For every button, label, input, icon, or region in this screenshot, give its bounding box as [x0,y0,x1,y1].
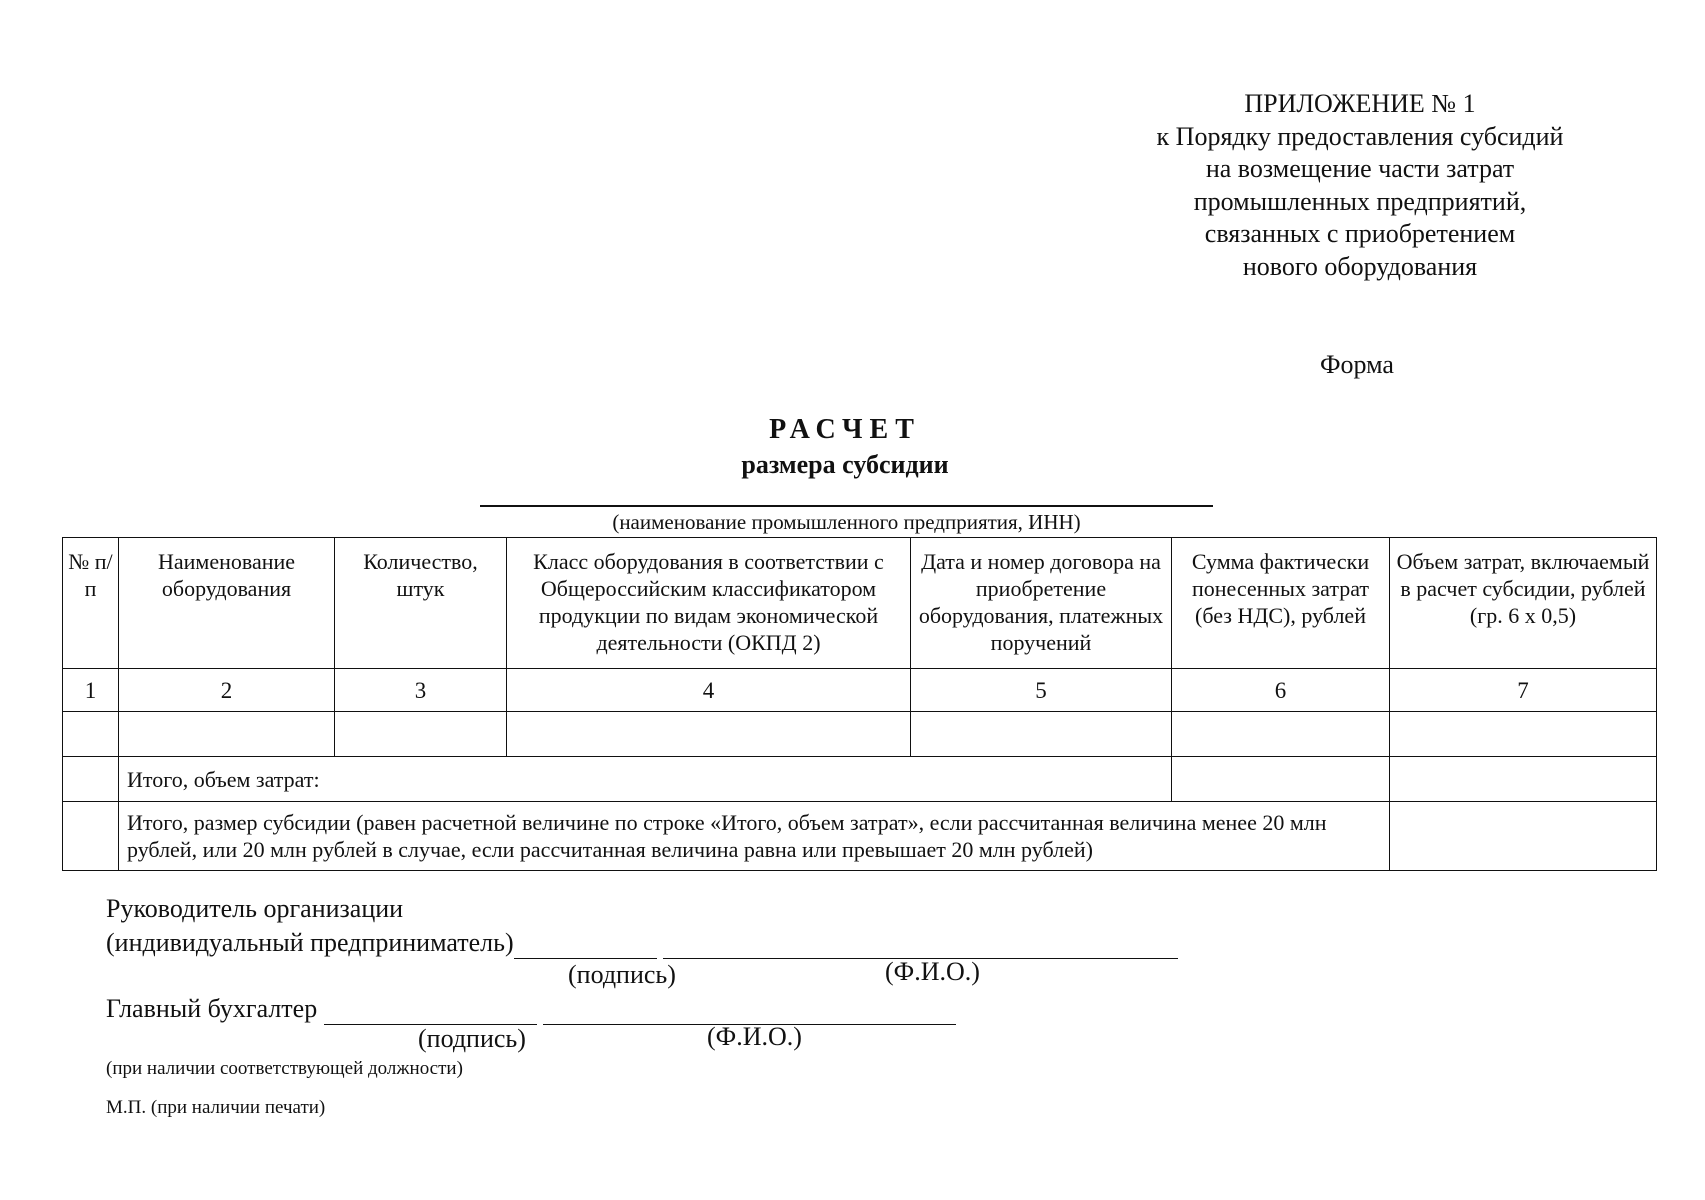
accountant-name-caption: (Ф.И.О.) [707,1022,802,1051]
appendix-line: связанных с приобретением [1204,219,1516,248]
head-name-field[interactable] [663,928,1178,959]
appendix-line: к Порядку предоставления субсидий [1156,121,1564,151]
subsidy-total-row [63,802,1657,871]
column-number: 6 [1172,669,1390,712]
header-cell-contract: Дата и номер договора на приобретение оборудования, платежных поручений [911,538,1172,669]
accountant-signature-field[interactable] [324,994,537,1025]
column-number: 3 [335,669,507,712]
accountant-label: Главный бухгалтер [106,994,318,1023]
total-costs-label: Итого, объем затрат: [119,757,1172,802]
table-cell[interactable] [335,712,507,757]
column-number: 5 [911,669,1172,712]
appendix-line: ПРИЛОЖЕНИЕ № 1 [1244,89,1476,118]
accountant-note: (при наличии соответствующей должности) [106,1058,463,1079]
head-title-line1: Руководитель организации [106,894,404,923]
table-cell[interactable] [1390,712,1657,757]
total-actual-costs-cell[interactable] [1172,757,1390,802]
appendix-header [1080,88,1640,283]
table-cell[interactable] [119,712,335,757]
table-row [63,712,1657,757]
company-name-caption: (наименование промышленного предприятия, ИНН) [612,510,1081,534]
header-cell-actual-costs: Сумма фактически понесенных затрат (без НДС), рублей [1172,538,1390,669]
table-cell[interactable] [1172,712,1390,757]
accountant-name-field[interactable] [543,994,956,1025]
header-cell-equipment-class: Класс оборудования в соответствии с Общероссийским классификатором продукции по видам экономической деятельности (ОКПД 2) [507,538,911,669]
document-subtitle: размера субсидии [741,450,949,479]
head-title-line2-text: (индивидуальный предприниматель) [106,928,514,957]
appendix-line: промышленных предприятий, [1193,186,1527,216]
column-number-row [63,669,1657,712]
accountant-signature-caption: (подпись) [418,1024,526,1053]
header-row [63,538,1657,669]
table-cell [63,802,119,871]
head-signature-caption: (подпись) [568,960,676,989]
table-cell[interactable] [63,712,119,757]
column-number: 1 [63,669,119,712]
stamp-note: М.П. (при наличии печати) [106,1097,326,1118]
head-name-caption: (Ф.И.О.) [885,957,980,986]
column-number: 7 [1390,669,1657,712]
appendix-line: нового оборудования [1242,251,1478,281]
column-number: 2 [119,669,335,712]
subsidy-total-label: Итого, размер субсидии (равен расчетной величине по строке «Итого, объем затрат», если рассчитанная величина менее 20 млн рублей, или 20 млн рублей в случае, если рассчитанная величина равна или превышает 20 млн рублей) [119,802,1390,871]
appendix-line: на возмещение части затрат [1205,154,1515,183]
header-cell-number: № п/п [63,538,119,669]
head-signature-field[interactable] [514,928,657,959]
total-costs-row [63,757,1657,802]
total-included-costs-cell[interactable] [1390,757,1657,802]
header-cell-included-costs: Объем затрат, включаемый в расчет субсидии, рублей (гр. 6 х 0,5) [1390,538,1657,669]
table-cell[interactable] [911,712,1172,757]
calculation-table [62,537,1657,871]
header-cell-equipment-name: Наименование оборудования [119,538,335,669]
subsidy-total-cell[interactable] [1390,802,1657,871]
column-number: 4 [507,669,911,712]
table-cell[interactable] [507,712,911,757]
accountant-line [106,994,956,1025]
head-title-line2 [106,928,1178,959]
document-title: РАСЧЕТ [769,414,921,445]
header-cell-quantity: Количество, штук [335,538,507,669]
form-label: Форма [1320,350,1394,379]
company-name-field[interactable] [480,505,1213,507]
table-cell [63,757,119,802]
